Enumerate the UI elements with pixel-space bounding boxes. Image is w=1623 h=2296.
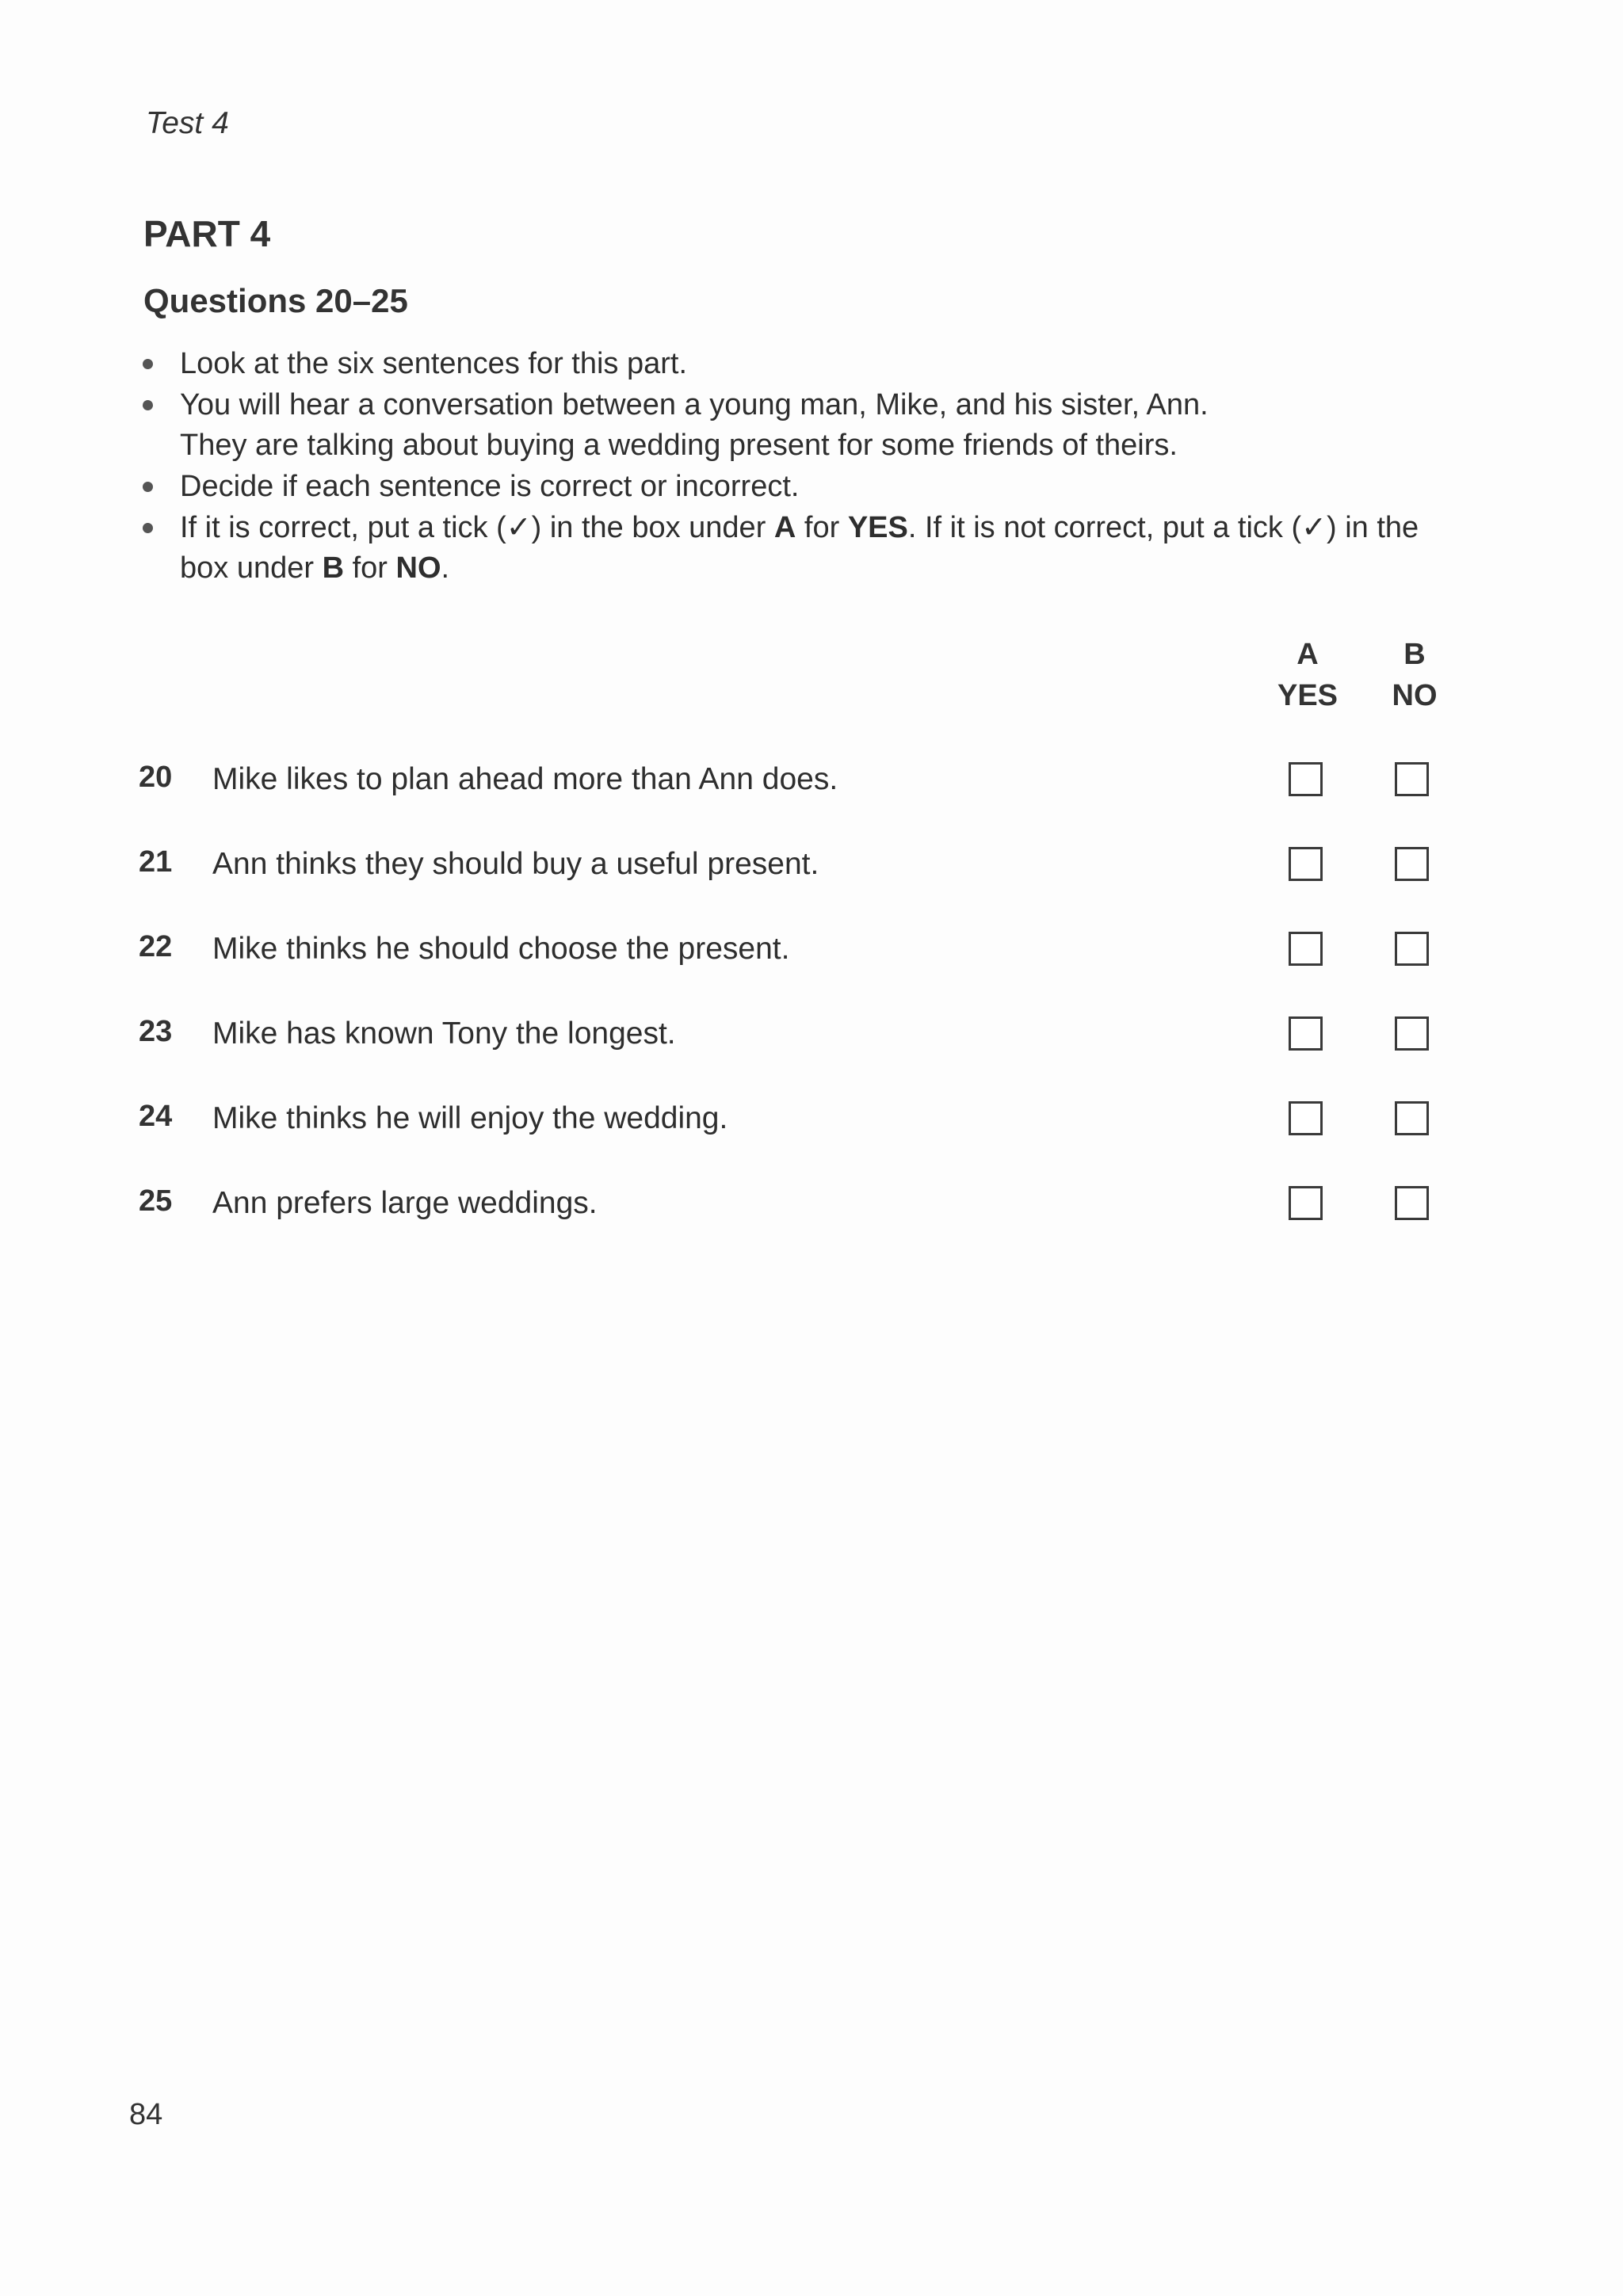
column-b-header bbox=[1367, 634, 1462, 716]
question-text: Ann prefers large weddings. bbox=[212, 1186, 598, 1220]
instruction-bold-no: NO bbox=[395, 551, 441, 585]
column-b-label: NO bbox=[1392, 679, 1438, 712]
answer-no-checkbox[interactable] bbox=[1395, 932, 1429, 966]
running-head: Test 4 bbox=[146, 106, 229, 140]
answer-yes-checkbox[interactable] bbox=[1289, 847, 1323, 881]
instruction-text: If it is correct, put a tick (✓) in the box under bbox=[180, 511, 774, 544]
instruction-item bbox=[136, 344, 1452, 384]
instruction-text: for bbox=[796, 511, 848, 544]
column-a-letter: A bbox=[1296, 638, 1319, 671]
answer-yes-checkbox[interactable] bbox=[1289, 1016, 1323, 1051]
question-row bbox=[0, 1100, 1623, 1147]
question-row bbox=[0, 845, 1623, 893]
question-number: 21 bbox=[139, 845, 173, 879]
question-text: Ann thinks they should buy a useful present. bbox=[212, 847, 819, 881]
instruction-text: for bbox=[344, 551, 396, 585]
instruction-text: Decide if each sentence is correct or incorrect. bbox=[180, 470, 800, 503]
question-row bbox=[0, 761, 1623, 808]
answer-no-checkbox[interactable] bbox=[1395, 1101, 1429, 1135]
instruction-bold-b: B bbox=[322, 551, 345, 585]
question-row bbox=[0, 1184, 1623, 1232]
question-text: Mike thinks he will enjoy the wedding. bbox=[212, 1101, 728, 1135]
answer-yes-checkbox[interactable] bbox=[1289, 932, 1323, 966]
question-row bbox=[0, 930, 1623, 978]
bullet-icon bbox=[143, 523, 153, 533]
question-number: 23 bbox=[139, 1015, 173, 1048]
answer-yes-checkbox[interactable] bbox=[1289, 1101, 1323, 1135]
part-title: PART 4 bbox=[143, 213, 271, 254]
instruction-text: . If it is not correct, put a tick (✓) in the box under bbox=[180, 511, 1419, 585]
answer-no-checkbox[interactable] bbox=[1395, 847, 1429, 881]
question-text: Mike has known Tony the longest. bbox=[212, 1016, 676, 1051]
answer-no-checkbox[interactable] bbox=[1395, 762, 1429, 796]
instructions-list bbox=[136, 344, 1452, 589]
instruction-item bbox=[136, 385, 1452, 466]
answer-no-checkbox[interactable] bbox=[1395, 1016, 1429, 1051]
question-text: Mike thinks he should choose the present. bbox=[212, 932, 790, 966]
question-number: 22 bbox=[139, 930, 173, 963]
question-number: 20 bbox=[139, 761, 173, 794]
column-b-letter: B bbox=[1403, 638, 1426, 671]
instruction-text: . bbox=[441, 551, 450, 585]
answer-no-checkbox[interactable] bbox=[1395, 1186, 1429, 1220]
bullet-icon bbox=[143, 359, 153, 369]
instruction-text: You will hear a conversation between a young man, Mike, and his sister, Ann. bbox=[180, 388, 1209, 421]
bullet-icon bbox=[143, 400, 153, 410]
instruction-bold-a: A bbox=[773, 511, 796, 544]
question-row bbox=[0, 1015, 1623, 1062]
column-a-label: YES bbox=[1277, 679, 1338, 712]
bullet-icon bbox=[143, 482, 153, 492]
question-text: Mike likes to plan ahead more than Ann does. bbox=[212, 762, 838, 796]
answer-yes-checkbox[interactable] bbox=[1289, 762, 1323, 796]
question-number: 24 bbox=[139, 1100, 173, 1133]
column-a-header bbox=[1260, 634, 1355, 716]
instruction-text: They are talking about buying a wedding present for some friends of theirs. bbox=[180, 429, 1178, 462]
instruction-bold-yes: YES bbox=[847, 511, 908, 544]
instruction-item bbox=[136, 467, 1452, 507]
instruction-text: Look at the six sentences for this part. bbox=[180, 347, 688, 380]
question-number: 25 bbox=[139, 1184, 173, 1218]
questions-title: Questions 20–25 bbox=[143, 282, 408, 319]
page-number: 84 bbox=[129, 2098, 163, 2131]
answer-yes-checkbox[interactable] bbox=[1289, 1186, 1323, 1220]
instruction-item bbox=[136, 508, 1452, 589]
